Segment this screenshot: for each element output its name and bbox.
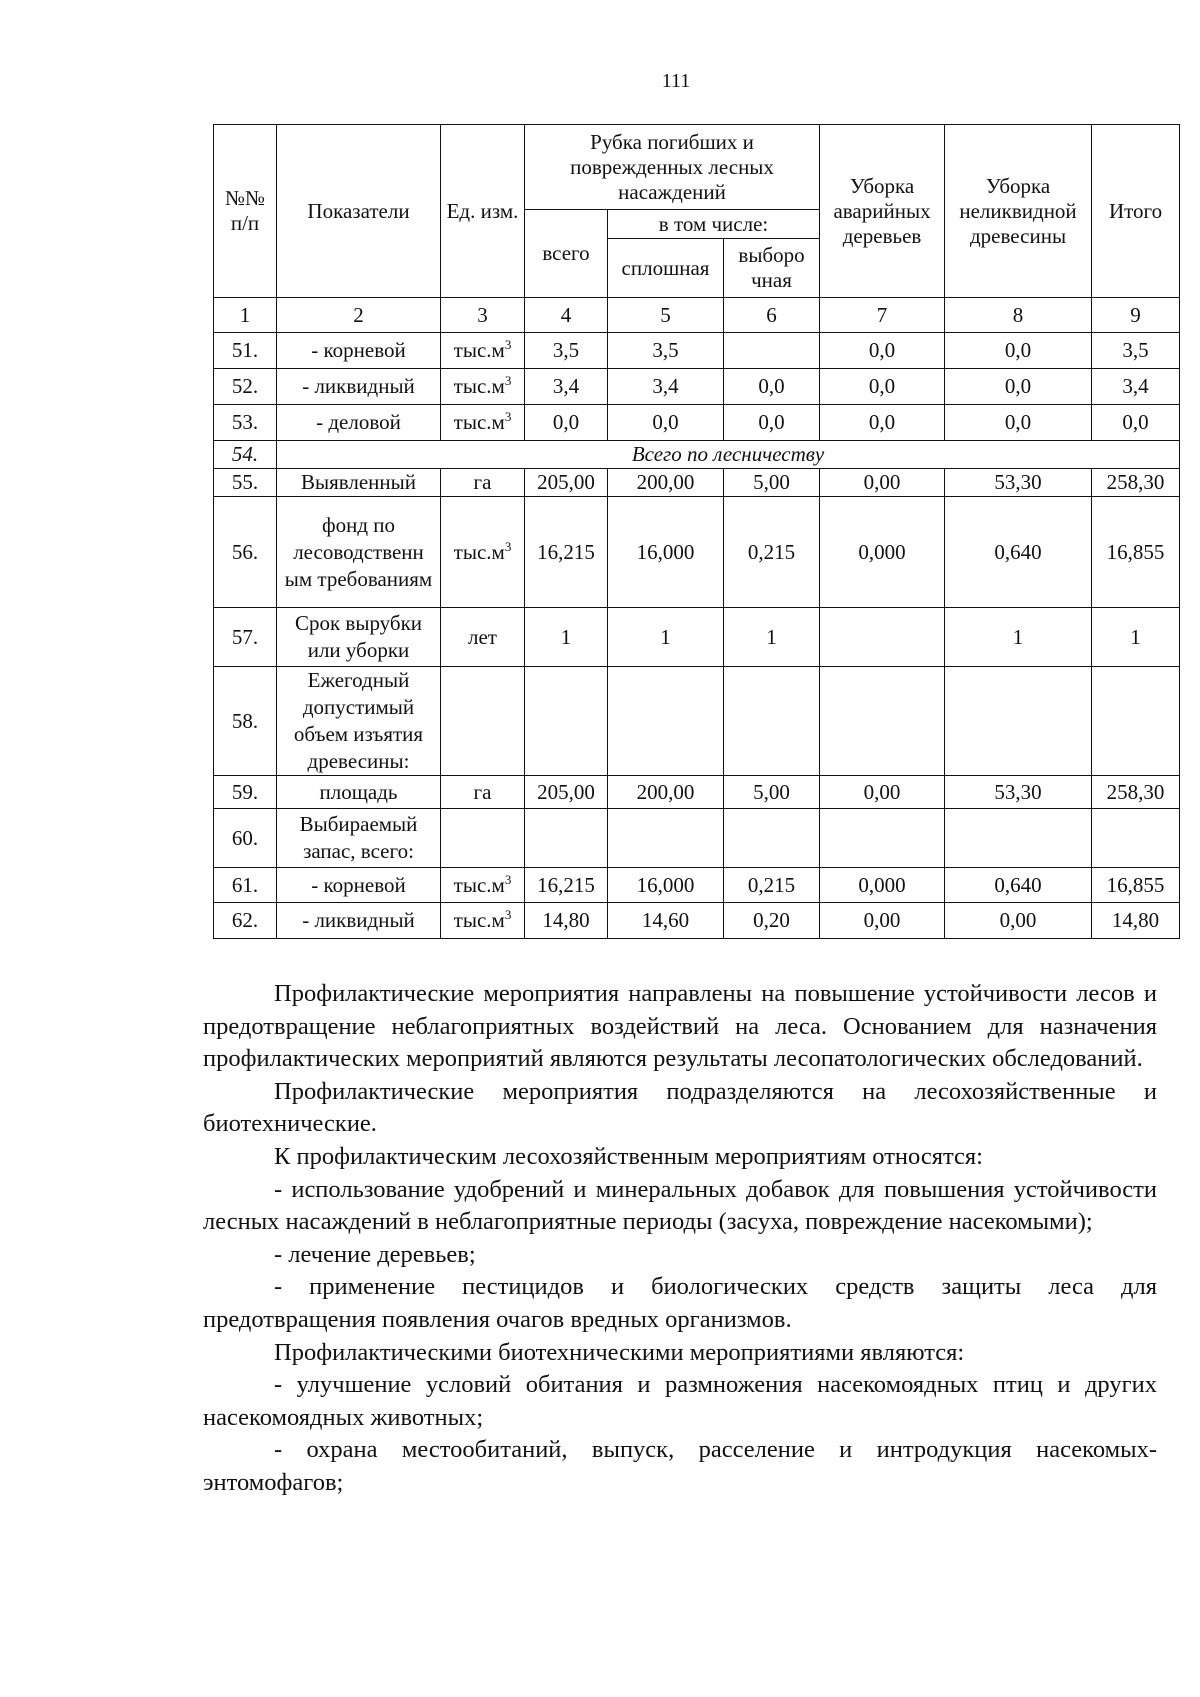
body-text bbox=[203, 978, 1157, 1500]
column-number: 6 bbox=[724, 298, 820, 333]
row-unit bbox=[441, 776, 525, 809]
column-number: 9 bbox=[1092, 298, 1180, 333]
row-indicator: Выбираемый запас, всего: bbox=[277, 809, 441, 868]
value-cell: 1 bbox=[525, 608, 608, 667]
value-cell: 3,4 bbox=[525, 369, 608, 405]
value-cell: 258,30 bbox=[1092, 776, 1180, 809]
table-row bbox=[214, 667, 1180, 776]
value-cell: 0,215 bbox=[724, 497, 820, 608]
unit-text: лет bbox=[468, 624, 497, 649]
row-number: 52. bbox=[214, 369, 277, 405]
row-number: 58. bbox=[214, 667, 277, 776]
table-row bbox=[214, 776, 1180, 809]
value-cell: 258,30 bbox=[1092, 469, 1180, 497]
row-number: 54. bbox=[214, 441, 277, 469]
value-cell: 1 bbox=[1092, 608, 1180, 667]
value-cell bbox=[820, 608, 945, 667]
column-number: 3 bbox=[441, 298, 525, 333]
value-cell bbox=[608, 809, 724, 868]
table-row bbox=[214, 608, 1180, 667]
row-unit bbox=[441, 469, 525, 497]
row-unit bbox=[441, 809, 525, 868]
unit-superscript: 3 bbox=[504, 907, 512, 922]
unit-superscript: 3 bbox=[504, 373, 512, 388]
table-row bbox=[214, 868, 1180, 903]
row-unit bbox=[441, 868, 525, 903]
unit-text: га bbox=[473, 779, 492, 804]
unit-superscript: 3 bbox=[504, 409, 512, 424]
value-cell: 3,4 bbox=[1092, 369, 1180, 405]
value-cell: 0,00 bbox=[945, 903, 1092, 939]
value-cell: 200,00 bbox=[608, 776, 724, 809]
value-cell: 0,0 bbox=[820, 369, 945, 405]
unit-superscript: 3 bbox=[504, 871, 512, 887]
value-cell bbox=[945, 667, 1092, 776]
value-cell: 0,00 bbox=[820, 469, 945, 497]
value-cell: 16,855 bbox=[1092, 868, 1180, 903]
table-row bbox=[214, 333, 1180, 369]
value-cell: 1 bbox=[945, 608, 1092, 667]
value-cell: 1 bbox=[724, 608, 820, 667]
table-row bbox=[214, 405, 1180, 441]
column-number: 2 bbox=[277, 298, 441, 333]
paragraph: Профилактические мероприятия подразделяются на лесохозяйственные и биотехнические. bbox=[203, 1077, 1157, 1138]
paragraph: - лечение деревьев; bbox=[274, 1240, 476, 1268]
value-cell: 1 bbox=[608, 608, 724, 667]
value-cell: 0,0 bbox=[1092, 405, 1180, 441]
paragraph: К профилактическим лесохозяйственным мероприятиям относятся: bbox=[274, 1142, 983, 1170]
table-row bbox=[214, 369, 1180, 405]
value-cell: 0,0 bbox=[945, 369, 1092, 405]
unit-superscript: 3 bbox=[504, 538, 512, 554]
value-cell bbox=[525, 809, 608, 868]
value-cell: 16,855 bbox=[1092, 497, 1180, 608]
row-indicator: - деловой bbox=[277, 405, 441, 441]
header-illiquid: Уборка неликвидной древесины bbox=[945, 125, 1092, 298]
unit-text: тыс.м bbox=[453, 410, 505, 434]
row-number: 61. bbox=[214, 868, 277, 903]
value-cell: 0,215 bbox=[724, 868, 820, 903]
unit-text: тыс.м bbox=[453, 872, 505, 897]
value-cell: 3,5 bbox=[525, 333, 608, 369]
paragraph: - охрана местообитаний, выпуск, расселение и интродукция насекомых-энтомофагов; bbox=[203, 1436, 1157, 1496]
row-indicator: Ежегодный допустимый объем изъятия древесины: bbox=[277, 667, 441, 776]
row-number: 51. bbox=[214, 333, 277, 369]
row-indicator: - ликвидный bbox=[277, 369, 441, 405]
value-cell: 0,0 bbox=[945, 333, 1092, 369]
value-cell: 200,00 bbox=[608, 469, 724, 497]
header-emergency: Уборка аварийных деревьев bbox=[820, 125, 945, 298]
column-number: 5 bbox=[608, 298, 724, 333]
value-cell: 14,60 bbox=[608, 903, 724, 939]
row-indicator: - корневой bbox=[277, 333, 441, 369]
value-cell: 205,00 bbox=[525, 776, 608, 809]
unit-text: тыс.м bbox=[453, 539, 505, 564]
header-selective: выборо чная bbox=[724, 239, 820, 298]
row-indicator: - ликвидный bbox=[277, 903, 441, 939]
row-unit bbox=[441, 903, 525, 939]
page-number: 111 bbox=[661, 70, 691, 92]
value-cell: 3,4 bbox=[608, 369, 724, 405]
table-row bbox=[214, 441, 1180, 469]
value-cell: 0,000 bbox=[820, 868, 945, 903]
row-number: 60. bbox=[214, 809, 277, 868]
value-cell: 0,0 bbox=[820, 333, 945, 369]
value-cell bbox=[608, 667, 724, 776]
value-cell: 16,215 bbox=[525, 497, 608, 608]
table-row bbox=[214, 497, 1180, 608]
section-title: Всего по лесничеству bbox=[277, 441, 1180, 469]
value-cell bbox=[1092, 667, 1180, 776]
row-unit bbox=[441, 608, 525, 667]
value-cell: 0,0 bbox=[945, 405, 1092, 441]
row-indicator: Выявленный bbox=[277, 469, 441, 497]
table-row bbox=[214, 809, 1180, 868]
value-cell bbox=[945, 809, 1092, 868]
value-cell: 53,30 bbox=[945, 776, 1092, 809]
header-num: №№ п/п bbox=[214, 125, 277, 298]
value-cell: 3,5 bbox=[608, 333, 724, 369]
value-cell bbox=[724, 809, 820, 868]
value-cell: 0,00 bbox=[820, 903, 945, 939]
unit-text: га bbox=[473, 470, 492, 494]
value-cell: 0,0 bbox=[608, 405, 724, 441]
value-cell: 0,0 bbox=[724, 369, 820, 405]
row-unit bbox=[441, 497, 525, 608]
unit-text: тыс.м bbox=[453, 338, 505, 362]
header-indicator: Показатели bbox=[277, 125, 441, 298]
row-number: 57. bbox=[214, 608, 277, 667]
header-total: Итого bbox=[1092, 125, 1180, 298]
value-cell: 16,215 bbox=[525, 868, 608, 903]
paragraph: - использование удобрений и минеральных добавок для повышения устойчивости лесных насаждений в неблагоприятные периоды (засуха, повреждение насекомыми); bbox=[203, 1175, 1157, 1236]
value-cell bbox=[525, 667, 608, 776]
row-indicator: - корневой bbox=[277, 868, 441, 903]
value-cell: 16,000 bbox=[608, 497, 724, 608]
value-cell: 0,00 bbox=[820, 776, 945, 809]
value-cell bbox=[820, 809, 945, 868]
unit-superscript: 3 bbox=[504, 337, 512, 352]
unit-text: тыс.м bbox=[453, 908, 505, 932]
column-number: 4 bbox=[525, 298, 608, 333]
header-total-sub: всего bbox=[525, 210, 608, 298]
paragraph: Профилактическими биотехническими мероприятиями являются: bbox=[274, 1338, 965, 1366]
header-felling-group: Рубка погибших и поврежденных лесных насаждений bbox=[525, 125, 820, 210]
value-cell: 14,80 bbox=[525, 903, 608, 939]
value-cell: 0,000 bbox=[820, 497, 945, 608]
value-cell bbox=[724, 667, 820, 776]
row-unit bbox=[441, 667, 525, 776]
column-number: 8 bbox=[945, 298, 1092, 333]
paragraph: Профилактические мероприятия направлены на повышение устойчивости лесов и предотвращение неблагоприятных воздействий на леса. Основанием для назначения профилактических мероприятий являются результаты лесопатологических обследований. bbox=[203, 980, 1157, 1073]
row-number: 62. bbox=[214, 903, 277, 939]
value-cell: 53,30 bbox=[945, 469, 1092, 497]
table-row bbox=[214, 469, 1180, 497]
value-cell: 0,0 bbox=[724, 405, 820, 441]
column-number: 7 bbox=[820, 298, 945, 333]
column-numbers-row bbox=[214, 298, 1180, 333]
value-cell bbox=[724, 333, 820, 369]
unit-text: тыс.м bbox=[453, 374, 505, 398]
value-cell: 14,80 bbox=[1092, 903, 1180, 939]
header-including: в том числе: bbox=[608, 210, 820, 239]
row-indicator: площадь bbox=[277, 776, 441, 809]
row-unit bbox=[441, 333, 525, 369]
value-cell bbox=[820, 667, 945, 776]
value-cell: 5,00 bbox=[724, 469, 820, 497]
header-continuous: сплошная bbox=[608, 239, 724, 298]
row-number: 55. bbox=[214, 469, 277, 497]
row-unit bbox=[441, 369, 525, 405]
value-cell: 0,20 bbox=[724, 903, 820, 939]
forest-data-table bbox=[213, 124, 1180, 939]
value-cell: 0,640 bbox=[945, 868, 1092, 903]
row-number: 59. bbox=[214, 776, 277, 809]
value-cell: 5,00 bbox=[724, 776, 820, 809]
row-number: 53. bbox=[214, 405, 277, 441]
row-number: 56. bbox=[214, 497, 277, 608]
header-unit: Ед. изм. bbox=[441, 125, 525, 298]
value-cell: 0,0 bbox=[820, 405, 945, 441]
row-indicator: фонд по лесоводственн ым требованиям bbox=[277, 497, 441, 608]
value-cell: 205,00 bbox=[525, 469, 608, 497]
paragraph: - применение пестицидов и биологических средств защиты леса для предотвращения появления очагов вредных организмов. bbox=[203, 1273, 1157, 1333]
row-unit bbox=[441, 405, 525, 441]
value-cell: 16,000 bbox=[608, 868, 724, 903]
column-number: 1 bbox=[214, 298, 277, 333]
value-cell: 0,640 bbox=[945, 497, 1092, 608]
value-cell: 0,0 bbox=[525, 405, 608, 441]
value-cell bbox=[1092, 809, 1180, 868]
row-indicator: Срок вырубки или уборки bbox=[277, 608, 441, 667]
paragraph: - улучшение условий обитания и размножения насекомоядных птиц и других насекомоядных животных; bbox=[203, 1371, 1157, 1431]
value-cell: 3,5 bbox=[1092, 333, 1180, 369]
table-row bbox=[214, 903, 1180, 939]
